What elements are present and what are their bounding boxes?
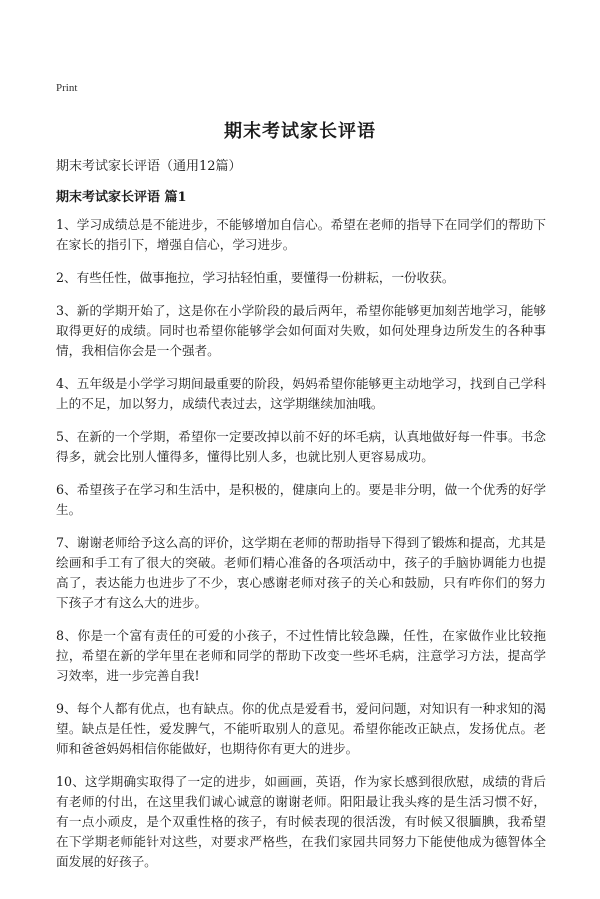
paragraph-6: 6、希望孩子在学习和生活中，是积极的，健康向上的。要是非分明，做一个优秀的好学生。 <box>56 482 546 517</box>
document-title: 期末考试家长评语 <box>224 121 376 142</box>
document-subtitle: 期末考试家长评语（通用12篇） <box>56 159 242 174</box>
print-link[interactable]: Print <box>56 82 78 94</box>
paragraph-2: 2、有些任性，做事拖拉，学习拈轻怕重，要懂得一份耕耘，一份收获。 <box>56 270 455 285</box>
paragraph-10: 10、这学期确实取得了一定的进步，如画画，英语，作为家长感到很欣慰，成绩的背后有老师的付出，在这里我们诚心诚意的谢谢老师。阳阳最让我头疼的是生活习惯不好，有一点小顽皮，是个双重性格的孩子，有时候表现的很活泼，有时候又很腼腆，我希望在下学期老师能针对这些，对要求严格些，在我们家园共同努力下能使他成为德智体全面发展的好孩子。 <box>56 774 546 869</box>
section-heading: 期末考试家长评语 篇1 <box>56 190 187 205</box>
paragraph-1: 1、学习成绩总是不能进步，不能够增加自信心。希望在老师的指导下在同学们的帮助下在家长的指引下，增强自信心，学习进步。 <box>56 217 546 252</box>
paragraph-list <box>56 215 546 885</box>
paragraph-5: 5、在新的一个学期，希望你一定要改掉以前不好的坏毛病，认真地做好每一件事。书念得多，就会比别人懂得多，懂得比别人多，也就比别人更容易成功。 <box>56 429 546 464</box>
paragraph-9: 9、每个人都有优点，也有缺点。你的优点是爱看书，爱问问题，对知识有一种求知的渴望。缺点是任性，爱发脾气，不能听取别人的意见。希望你能改正缺点，发扬优点。老师和爸爸妈妈相信你能做好，也期待你有更大的进步。 <box>56 701 546 756</box>
paragraph-8: 8、你是一个富有责任的可爱的小孩子，不过性情比较急躁，任性，在家做作业比较拖拉，希望在新的学年里在老师和同学的帮助下改变一些坏毛病，注意学习方法，提高学习效率，进一步完善自我! <box>56 628 546 683</box>
paragraph-7: 7、谢谢老师给予这么高的评价，这学期在老师的帮助指导下得到了锻炼和提高，尤其是绘画和手工有了很大的突破。老师们精心准备的各项活动中，孩子的手脑协调能力也提高了，表达能力也进步了不少，衷心感谢老师对孩子的关心和鼓励，只有咋你们的努力下孩子才有这么大的进步。 <box>56 535 546 610</box>
paragraph-3: 3、新的学期开始了，这是你在小学阶段的最后两年，希望你能够更加刻苦地学习，能够取得更好的成绩。同时也希望你能够学会如何面对失败，如何处理身边所发生的各种事情，我相信你会是一个强者。 <box>56 303 546 358</box>
paragraph-4: 4、五年级是小学学习期间最重要的阶段，妈妈希望你能够更主动地学习，找到自己学科上的不足，加以努力，成绩代表过去，这学期继续加油哦。 <box>56 376 546 411</box>
